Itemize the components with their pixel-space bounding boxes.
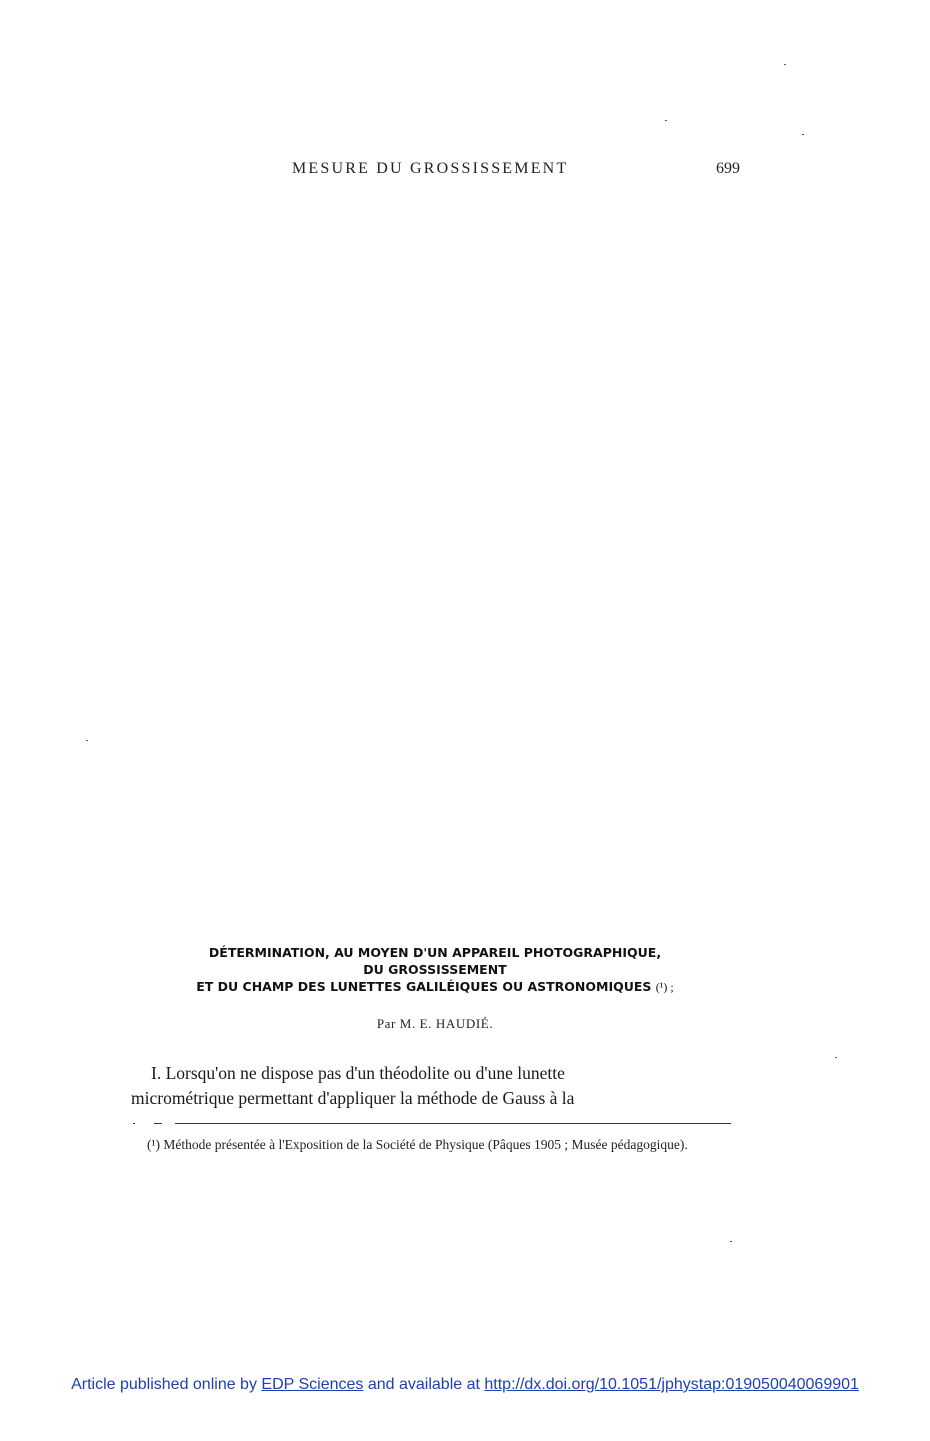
publisher-link[interactable]: EDP Sciences: [261, 1376, 364, 1393]
doi-link[interactable]: http://dx.doi.org/10.1051/jphystap:019050040069901: [484, 1376, 859, 1393]
title-line-1: DÉTERMINATION, AU MOYEN D'UN APPAREIL PHOTOGRAPHIQUE,: [208, 945, 662, 960]
footnote-reference: (¹) ;: [655, 980, 674, 994]
footnote-rule-dash: [154, 1123, 162, 1124]
footnote-separator: [175, 1123, 731, 1124]
footnote: [131, 1136, 737, 1154]
publisher-note-prefix: Article published online by: [71, 1376, 257, 1393]
page-number: 699: [716, 160, 740, 177]
footnote-text: (¹) Méthode présentée à l'Exposition de la Société de Physique (Pâques 1905 ; Musée pédagogique).: [147, 1137, 688, 1152]
scan-speck: [784, 64, 786, 65]
title-line-3-text: ET DU CHAMP DES LUNETTES GALILÉIQUES OU ASTRONOMIQUES: [196, 979, 652, 994]
title-line-2: DU GROSSISSEMENT: [363, 962, 507, 977]
body-line-2: micrométrique permettant d'appliquer la méthode de Gauss à la: [131, 1088, 575, 1108]
scan-speck: [835, 1057, 837, 1058]
article-title: [130, 944, 740, 996]
title-line-3: [130, 978, 740, 996]
body-line-1: I. Lorsqu'on ne dispose pas d'un théodolite ou d'une lunette: [151, 1063, 565, 1083]
author-line: Par M. E. HAUDIÉ.: [376, 1016, 494, 1031]
scan-speck: [730, 1241, 732, 1242]
body-paragraph: [131, 1061, 734, 1111]
running-head: MESURE DU GROSSISSEMENT: [292, 160, 569, 177]
publisher-note: [0, 1376, 930, 1394]
footnote-rule-dot: [133, 1123, 135, 1124]
scan-speck: [665, 120, 667, 121]
scan-speck: [86, 740, 88, 741]
publisher-note-middle: and available at: [367, 1376, 480, 1393]
scan-speck: [802, 134, 804, 135]
